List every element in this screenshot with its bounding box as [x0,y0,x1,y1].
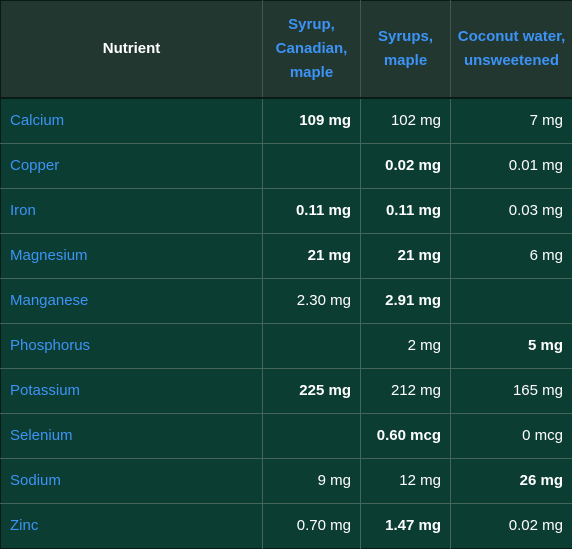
table-row [1,458,572,503]
nutrient-value-cell: 26 mg [451,458,572,503]
nutrient-value-cell: 0.02 mg [361,143,451,188]
nutrient-value-cell: 21 mg [361,233,451,278]
table-row [1,413,572,458]
nutrient-value-cell: 165 mg [451,368,572,413]
nutrient-link[interactable]: Iron [1,188,263,233]
nutrient-value-cell: 7 mg [451,98,572,143]
header-syrup-canadian-maple[interactable]: Syrup, Canadian, maple [263,1,361,99]
table-row [1,143,572,188]
table-row [1,323,572,368]
table-row [1,98,572,143]
nutrient-value-cell: 212 mg [361,368,451,413]
nutrient-link[interactable]: Zinc [1,503,263,548]
nutrient-value-cell: 1.47 mg [361,503,451,548]
nutrient-value-cell: 0.01 mg [451,143,572,188]
nutrient-value-cell [263,413,361,458]
nutrient-value-cell: 6 mg [451,233,572,278]
nutrient-value-cell: 21 mg [263,233,361,278]
table-row [1,233,572,278]
table-row [1,188,572,233]
nutrient-link[interactable]: Calcium [1,98,263,143]
nutrient-value-cell: 225 mg [263,368,361,413]
nutrient-link[interactable]: Phosphorus [1,323,263,368]
nutrient-value-cell: 0.60 mcg [361,413,451,458]
nutrient-value-cell: 102 mg [361,98,451,143]
nutrient-value-cell: 2.30 mg [263,278,361,323]
nutrient-value-cell: 2.91 mg [361,278,451,323]
nutrient-link[interactable]: Manganese [1,278,263,323]
nutrient-value-cell: 2 mg [361,323,451,368]
header-coconut-water-unsweetened[interactable]: Coconut water, unsweetened [451,1,572,99]
nutrient-link[interactable]: Copper [1,143,263,188]
nutrient-link[interactable]: Potassium [1,368,263,413]
nutrient-value-cell: 0.70 mg [263,503,361,548]
nutrient-value-cell: 0 mcg [451,413,572,458]
nutrient-value-cell: 0.03 mg [451,188,572,233]
header-nutrient: Nutrient [1,1,263,99]
nutrient-link[interactable]: Sodium [1,458,263,503]
nutrient-value-cell [263,143,361,188]
table-row [1,278,572,323]
table-body [1,98,572,548]
nutrient-value-cell: 109 mg [263,98,361,143]
nutrient-value-cell: 12 mg [361,458,451,503]
nutrient-value-cell: 9 mg [263,458,361,503]
nutrient-link[interactable]: Magnesium [1,233,263,278]
table-row [1,368,572,413]
nutrient-value-cell: 5 mg [451,323,572,368]
nutrient-link[interactable]: Selenium [1,413,263,458]
nutrient-value-cell [263,323,361,368]
nutrient-value-cell: 0.11 mg [263,188,361,233]
nutrient-value-cell [451,278,572,323]
nutrient-value-cell: 0.11 mg [361,188,451,233]
header-syrups-maple[interactable]: Syrups, maple [361,1,451,99]
header-row [1,1,572,99]
nutrient-value-cell: 0.02 mg [451,503,572,548]
table-row [1,503,572,548]
